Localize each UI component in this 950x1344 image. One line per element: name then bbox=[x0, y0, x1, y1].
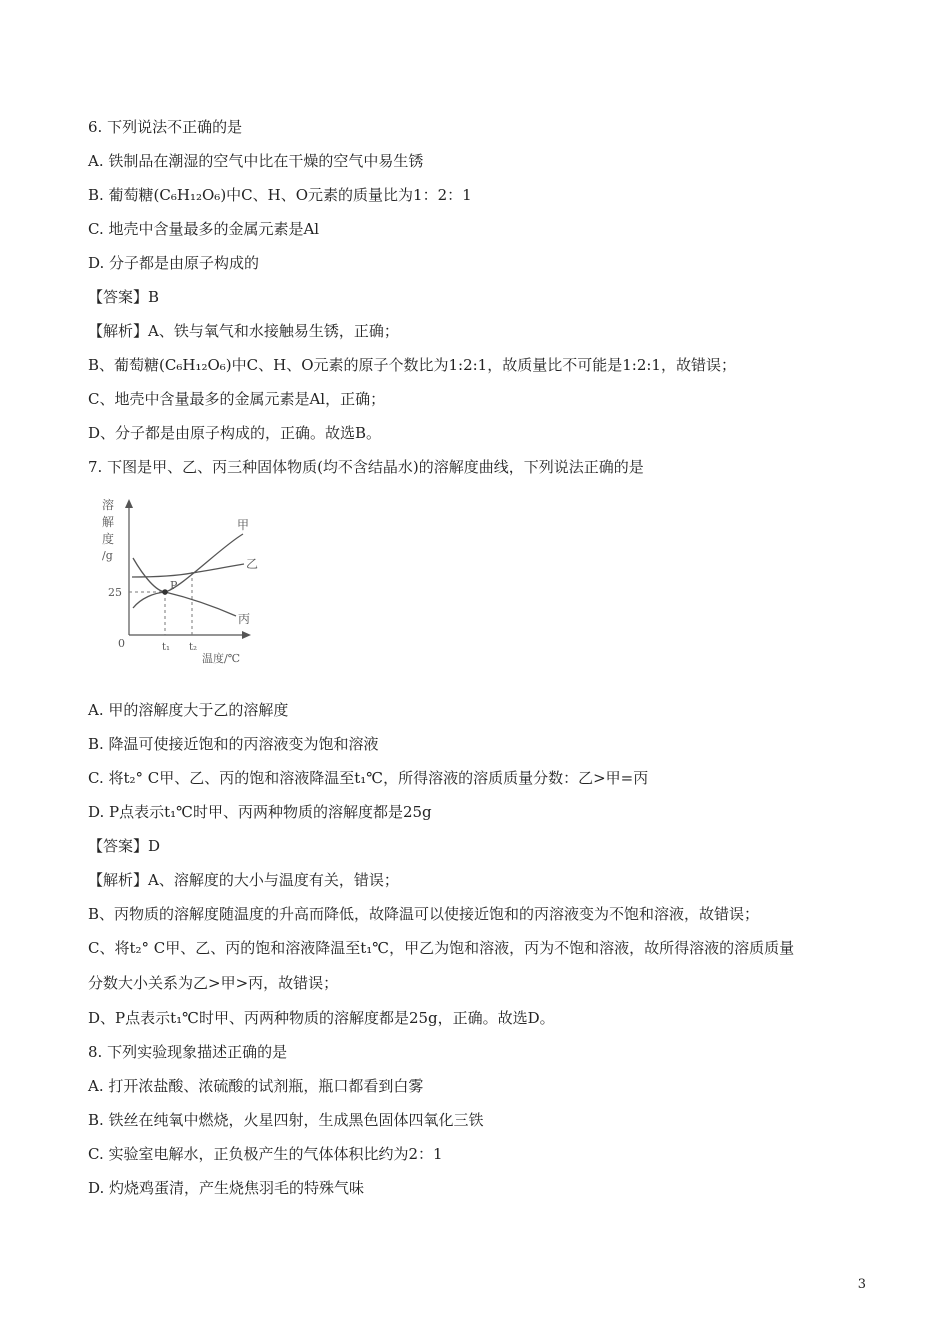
y-axis-label bbox=[102, 497, 114, 562]
y-label-char-1: 溶 bbox=[102, 498, 115, 512]
q8-option-c: C. 实验室电解水，正负极产生的气体体积比约为2：1 bbox=[88, 1145, 443, 1163]
x-axis-arrow bbox=[242, 631, 251, 639]
q8-option-d: D. 灼烧鸡蛋清，产生烧焦羽毛的特殊气味 bbox=[88, 1179, 365, 1197]
q7-option-b: B. 降温可使接近饱和的丙溶液变为饱和溶液 bbox=[88, 735, 379, 753]
point-p-label: P bbox=[170, 579, 178, 592]
q6-option-c: C. 地壳中含量最多的金属元素是Al bbox=[88, 220, 320, 238]
q8-option-b: B. 铁丝在纯氧中燃烧，火星四射，生成黑色固体四氧化三铁 bbox=[88, 1111, 484, 1129]
y-tick-25: 25 bbox=[108, 586, 122, 599]
curve-bing bbox=[133, 558, 236, 616]
q7-option-d: D. P点表示t₁℃时甲、丙两种物质的溶解度都是25g bbox=[88, 803, 432, 821]
q6-answer: 【答案】B bbox=[88, 288, 160, 306]
q7-analysis-3-continued: 分数大小关系为乙>甲>丙，故错误； bbox=[88, 974, 339, 992]
q7-answer: 【答案】D bbox=[88, 837, 161, 855]
y-axis-arrow bbox=[125, 499, 133, 508]
x-tick-t2: t₂ bbox=[189, 642, 198, 653]
q7-option-a: A. 甲的溶解度大于乙的溶解度 bbox=[88, 701, 289, 719]
x-tick-t1: t₁ bbox=[162, 642, 171, 653]
y-label-char-4: /g bbox=[102, 549, 113, 562]
y-label-char-3: 度 bbox=[102, 532, 115, 546]
q6-option-b: B. 葡萄糖(C₆H₁₂O₆)中C、H、O元素的质量比为1：2：1 bbox=[88, 186, 472, 204]
curve-jia bbox=[133, 534, 243, 608]
q6-analysis-4: D、分子都是由原子构成的，正确。故选B。 bbox=[88, 424, 382, 442]
series-label-jia: 甲 bbox=[237, 518, 250, 532]
q6-option-d: D. 分子都是由原子构成的 bbox=[88, 254, 260, 272]
curve-yi bbox=[132, 564, 244, 577]
q6-option-a: A. 铁制品在潮湿的空气中比在干燥的空气中易生锈 bbox=[88, 152, 424, 170]
q7-analysis-3: C、将t₂° C甲、乙、丙的饱和溶液降温至t₁℃，甲乙为饱和溶液，丙为不饱和溶液，故所得溶液的溶质质量 bbox=[88, 939, 795, 957]
series-label-bing: 丙 bbox=[238, 612, 251, 626]
series-label-yi: 乙 bbox=[246, 557, 259, 571]
origin-label: 0 bbox=[118, 637, 125, 650]
q6-analysis-1: 【解析】A、铁与氧气和水接触易生锈，正确； bbox=[88, 322, 399, 340]
y-label-char-2: 解 bbox=[102, 515, 115, 529]
q8-stem: 8. 下列实验现象描述正确的是 bbox=[88, 1043, 288, 1061]
q7-analysis-4: D、P点表示t₁℃时甲、丙两种物质的溶解度都是25g，正确。故选D。 bbox=[88, 1009, 555, 1027]
x-axis-label: 温度/℃ bbox=[202, 652, 241, 665]
page-number: 3 bbox=[857, 1277, 866, 1292]
q7-option-c: C. 将t₂° C甲、乙、丙的饱和溶液降温至t₁℃，所得溶液的溶质质量分数：乙>甲=丙 bbox=[88, 769, 649, 787]
q6-analysis-2: B、葡萄糖(C₆H₁₂O₆)中C、H、O元素的原子个数比为1:2:1，故质量比不可能是1:2:1，故错误； bbox=[88, 356, 736, 374]
q7-analysis-1: 【解析】A、溶解度的大小与温度有关，错误； bbox=[88, 871, 399, 889]
q7-analysis-2: B、丙物质的溶解度随温度的升高而降低，故降温可以使接近饱和的丙溶液变为不饱和溶液，故错误； bbox=[88, 905, 760, 923]
q8-option-a: A. 打开浓盐酸、浓硫酸的试剂瓶，瓶口都看到白雾 bbox=[88, 1077, 424, 1095]
q6-stem: 6. 下列说法不正确的是 bbox=[88, 118, 243, 136]
q6-analysis-3: C、地壳中含量最多的金属元素是Al，正确； bbox=[88, 390, 386, 408]
solubility-curve-figure bbox=[96, 492, 276, 672]
point-p-marker bbox=[162, 589, 168, 595]
q7-stem: 7. 下图是甲、乙、丙三种固体物质(均不含结晶水)的溶解度曲线，下列说法正确的是 bbox=[88, 458, 644, 476]
